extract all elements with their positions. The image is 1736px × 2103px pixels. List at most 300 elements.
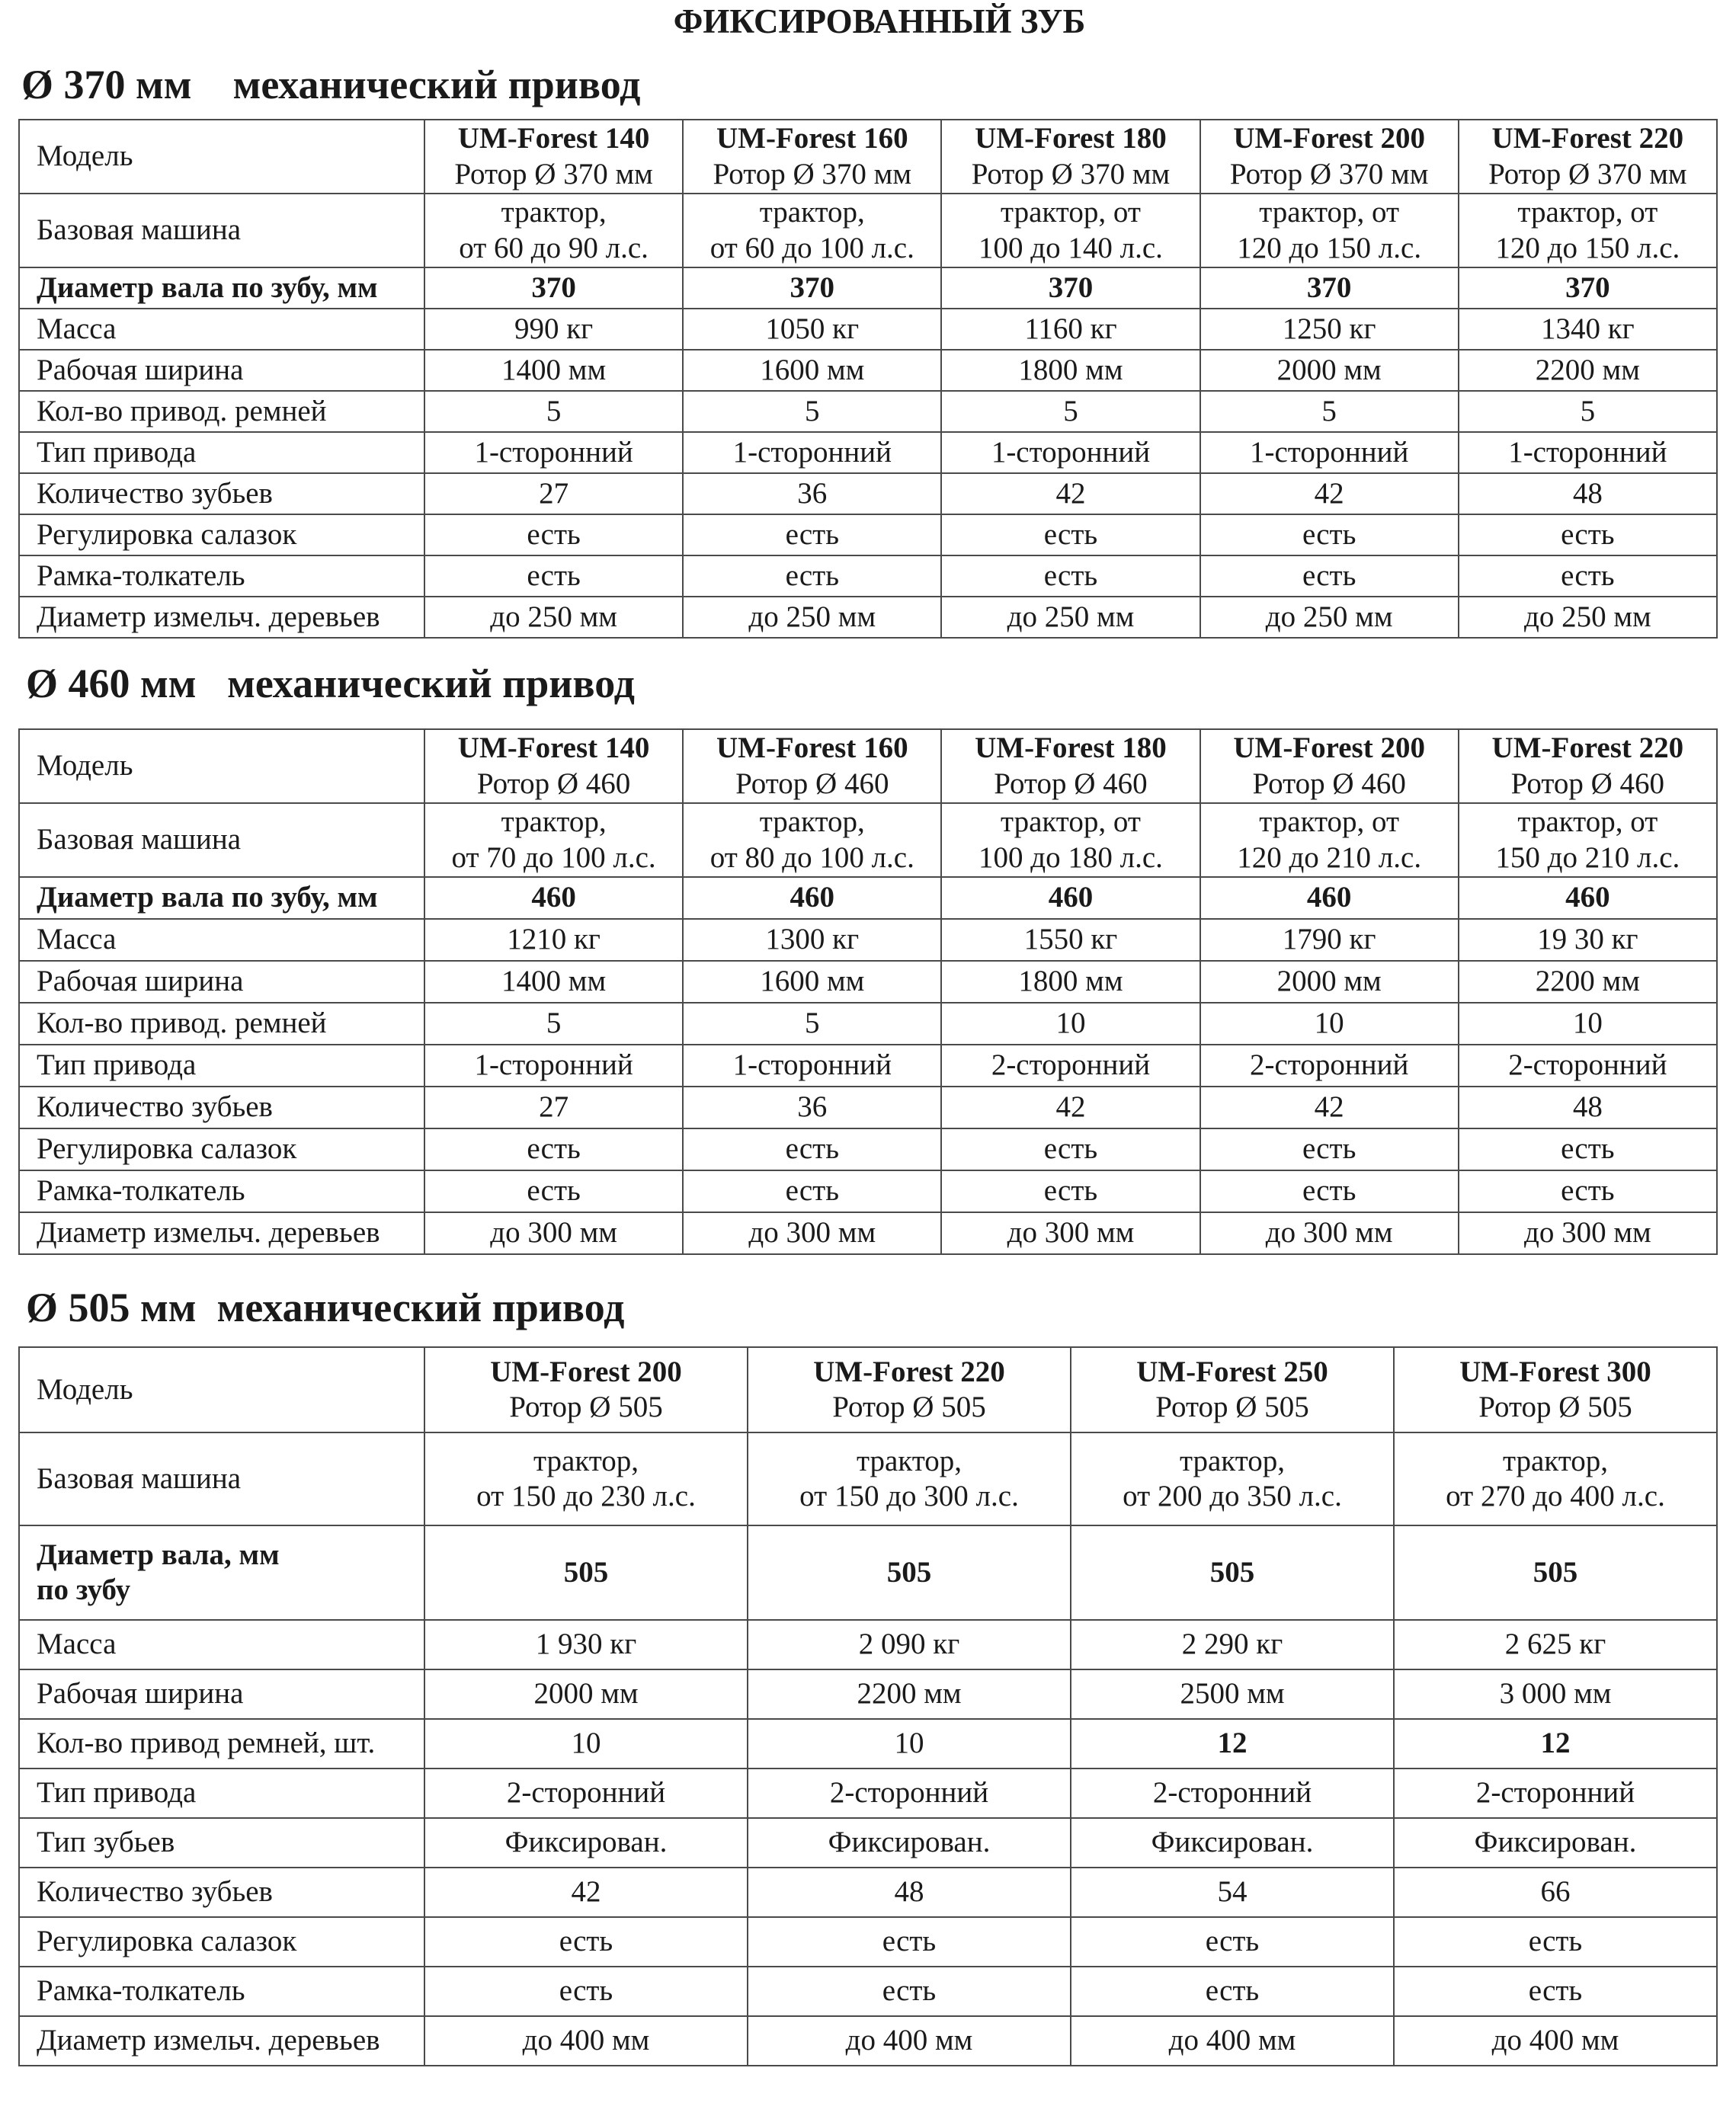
spec-value: 10	[1572, 1007, 1603, 1040]
row-label-text: Тип привода	[37, 435, 197, 469]
spec-value: 460	[1565, 881, 1610, 914]
table-row	[19, 1170, 1717, 1212]
spec-value: есть	[1302, 517, 1356, 551]
spec-value-cell	[748, 1620, 1071, 1669]
spec-value: 2000 мм	[533, 1677, 639, 1711]
spec-value-line: трактор, от	[1259, 196, 1400, 229]
spec-value: до 300 мм	[1523, 1216, 1651, 1250]
spec-value: 12	[1217, 1727, 1248, 1760]
spec-value-cell	[1200, 597, 1459, 638]
spec-value-cell	[1071, 1818, 1394, 1868]
row-label-text: Регулировка салазок	[37, 1132, 297, 1166]
spec-value: 48	[1572, 476, 1603, 510]
spec-value: 505	[563, 1555, 609, 1589]
spec-value: 2-сторонний	[1152, 1776, 1312, 1810]
spec-value: 42	[1055, 1090, 1086, 1124]
model-header-cell	[941, 729, 1200, 803]
spec-value-cell	[424, 1669, 748, 1719]
spec-value-line: 120 до 150 л.с.	[1495, 231, 1680, 264]
model-header-cell	[748, 1347, 1071, 1432]
table-row	[19, 1347, 1717, 1432]
spec-value: есть	[559, 1925, 613, 1958]
spec-value: 2-сторонний	[829, 1776, 989, 1810]
spec-value-cell	[1459, 309, 1717, 350]
spec-value: 36	[797, 476, 828, 510]
spec-value-cell	[1459, 597, 1717, 638]
spec-value: 36	[797, 1090, 828, 1124]
spec-value-line: от 60 до 100 л.с.	[709, 231, 914, 264]
spec-value-cell	[1071, 1525, 1394, 1620]
spec-value-cell	[748, 1967, 1071, 2016]
spec-value-cell	[424, 2016, 748, 2066]
table-row	[19, 1967, 1717, 2016]
section-460	[18, 660, 1716, 1250]
spec-value-cell	[683, 391, 941, 432]
row-label-text: Диаметр измельч. деревьев	[37, 2024, 380, 2057]
spec-value-cell	[1459, 473, 1717, 514]
spec-value-cell	[1200, 961, 1459, 1003]
spec-value: 2000 мм	[1276, 353, 1382, 386]
spec-value: 3 000 мм	[1499, 1677, 1612, 1711]
spec-value-cell	[683, 1045, 941, 1087]
spec-value: 10	[571, 1727, 601, 1760]
spec-value: 370	[1565, 270, 1610, 304]
row-label-text: Модель	[37, 749, 133, 783]
spec-value: 5	[1321, 394, 1337, 427]
rotor-diameter: Ротор Ø 370 мм	[1488, 157, 1687, 190]
spec-value-line: трактор,	[759, 805, 865, 839]
rotor-diameter: Ротор Ø 505	[509, 1391, 663, 1423]
spec-value: 5	[1580, 394, 1596, 427]
spec-value-cell	[424, 877, 683, 919]
spec-value-line: 120 до 150 л.с.	[1237, 231, 1422, 264]
spec-value-cell	[941, 1170, 1200, 1212]
spec-value-cell	[1071, 1967, 1394, 2016]
spec-value: 1 930 кг	[535, 1628, 637, 1661]
spec-value-cell	[748, 1719, 1071, 1769]
table-row	[19, 1212, 1717, 1254]
model-header-cell	[1459, 729, 1717, 803]
spec-value-cell	[1200, 432, 1459, 473]
section-heading: Ø 460 мм механический привод	[26, 661, 635, 706]
spec-value-line: от 70 до 100 л.с.	[451, 840, 656, 874]
model-header-cell	[424, 120, 683, 194]
spec-value-cell	[424, 1719, 748, 1769]
spec-value-cell	[941, 803, 1200, 877]
rotor-diameter: Ротор Ø 460	[1252, 767, 1406, 800]
spec-value: 1340 кг	[1540, 312, 1635, 345]
model-name: UM-Forest 140	[457, 122, 650, 155]
spec-value-cell	[424, 309, 683, 350]
rotor-diameter: Ротор Ø 460	[476, 767, 631, 800]
spec-value: есть	[559, 1974, 613, 2008]
row-label-text: Рабочая ширина	[37, 965, 244, 998]
spec-table	[18, 119, 1718, 639]
spec-value-cell	[941, 267, 1200, 309]
spec-value: 2 625 кг	[1504, 1628, 1606, 1661]
model-header-cell	[683, 120, 941, 194]
spec-value-line: трактор, от	[1517, 196, 1658, 229]
spec-value: 1-сторонний	[474, 435, 633, 469]
row-label-text: Кол-во привод ремней, шт.	[37, 1727, 376, 1760]
spec-value: до 250 мм	[748, 600, 876, 633]
spec-value-cell	[424, 1003, 683, 1045]
spec-value-cell	[1394, 1669, 1717, 1719]
table-row	[19, 391, 1717, 432]
spec-value: есть	[1205, 1925, 1260, 1958]
spec-value: есть	[527, 559, 581, 592]
spec-value-cell	[1394, 1868, 1717, 1917]
spec-value: 505	[1533, 1555, 1578, 1589]
row-label-text: Масса	[37, 312, 117, 345]
row-label-text: Рамка-толкатель	[37, 1174, 245, 1208]
page-title: ФИКСИРОВАННЫЙ ЗУБ	[673, 2, 1086, 40]
spec-value: есть	[1561, 517, 1615, 551]
row-label	[19, 1087, 424, 1128]
spec-value: 2200 мм	[857, 1677, 962, 1711]
row-label-text: Рабочая ширина	[37, 1677, 244, 1711]
spec-value-cell	[424, 1620, 748, 1669]
spec-value-cell	[1459, 961, 1717, 1003]
spec-value: до 250 мм	[1007, 600, 1135, 633]
spec-value-line: от 60 до 90 л.с.	[459, 231, 649, 264]
spec-value: 990 кг	[514, 312, 594, 345]
spec-value-line: трактор,	[856, 1444, 962, 1477]
model-header-cell	[424, 1347, 748, 1432]
table-row	[19, 961, 1717, 1003]
row-label	[19, 1128, 424, 1170]
spec-value-cell	[1200, 1212, 1459, 1254]
row-label	[19, 1003, 424, 1045]
model-name: UM-Forest 200	[490, 1355, 682, 1388]
spec-value-line: от 150 до 300 л.с.	[799, 1480, 1019, 1512]
spec-value: 42	[1314, 1090, 1344, 1124]
spec-value-cell	[683, 473, 941, 514]
spec-value-line: трактор,	[533, 1444, 639, 1477]
spec-value-line: 100 до 180 л.с.	[979, 840, 1163, 874]
spec-value: до 400 мм	[522, 2024, 650, 2057]
spec-value-cell	[748, 1868, 1071, 1917]
spec-value-cell	[1200, 473, 1459, 514]
row-label	[19, 877, 424, 919]
spec-value: Фиксирован.	[1151, 1826, 1314, 1859]
spec-value: 2-сторонний	[991, 1048, 1151, 1082]
spec-value: 505	[1209, 1555, 1255, 1589]
spec-value: есть	[785, 559, 839, 592]
row-label	[19, 514, 424, 555]
spec-value-cell	[683, 1212, 941, 1254]
spec-value-cell	[683, 555, 941, 597]
spec-value-cell	[1459, 1170, 1717, 1212]
row-label-text: Рамка-толкатель	[37, 559, 245, 592]
spec-value: 1-сторонний	[732, 435, 892, 469]
row-label	[19, 729, 424, 803]
spec-value: 1400 мм	[501, 353, 607, 386]
spec-value: 5	[805, 1007, 820, 1040]
spec-table	[18, 1346, 1718, 2066]
table-row	[19, 919, 1717, 961]
model-name: UM-Forest 250	[1136, 1355, 1328, 1388]
row-label-text: Модель	[37, 139, 133, 173]
row-label	[19, 309, 424, 350]
section-heading: Ø 505 мм механический привод	[26, 1285, 625, 1330]
spec-value: 1600 мм	[760, 965, 865, 998]
row-label	[19, 1432, 424, 1525]
spec-value-cell	[1459, 1003, 1717, 1045]
spec-value: 2500 мм	[1180, 1677, 1285, 1711]
spec-value: есть	[527, 1132, 581, 1166]
row-label	[19, 1967, 424, 2016]
spec-value: 2-сторонний	[1508, 1048, 1667, 1082]
spec-value-cell	[1200, 919, 1459, 961]
spec-value: 1-сторонний	[474, 1048, 633, 1082]
spec-value-cell	[424, 1212, 683, 1254]
row-label-line: Диаметр вала, мм	[37, 1538, 280, 1571]
spec-value-cell	[424, 1917, 748, 1967]
spec-value: 19 30 кг	[1537, 923, 1638, 956]
rotor-diameter: Ротор Ø 460	[1510, 767, 1665, 800]
model-name: UM-Forest 220	[1491, 122, 1684, 155]
spec-value-cell	[424, 597, 683, 638]
spec-value-cell	[1200, 309, 1459, 350]
spec-value: 42	[1314, 476, 1344, 510]
spec-value-cell	[424, 350, 683, 391]
spec-value-line: трактор,	[759, 196, 865, 229]
table-row	[19, 1087, 1717, 1128]
row-label	[19, 1868, 424, 1917]
spec-value-line: трактор,	[1502, 1444, 1609, 1477]
row-label	[19, 391, 424, 432]
spec-value-cell	[1200, 267, 1459, 309]
spec-value-cell	[941, 350, 1200, 391]
spec-value-cell	[683, 1087, 941, 1128]
spec-value-cell	[1394, 1967, 1717, 2016]
spec-value-cell	[1071, 1719, 1394, 1769]
model-name: UM-Forest 200	[1233, 122, 1425, 155]
spec-value-cell	[1071, 2016, 1394, 2066]
spec-value-cell	[941, 391, 1200, 432]
spec-value-line: 120 до 210 л.с.	[1237, 840, 1422, 874]
spec-value: 66	[1540, 1875, 1571, 1909]
spec-value: 1160 кг	[1024, 312, 1117, 345]
spec-value-cell	[1459, 1045, 1717, 1087]
spec-value: есть	[1528, 1974, 1583, 2008]
spec-value-cell	[683, 1128, 941, 1170]
spec-value: до 300 мм	[1007, 1216, 1135, 1250]
spec-value-cell	[1459, 1087, 1717, 1128]
row-label	[19, 473, 424, 514]
spec-value-cell	[748, 1432, 1071, 1525]
spec-value-cell	[941, 473, 1200, 514]
model-name: UM-Forest 160	[716, 731, 908, 765]
row-label-text: Диаметр вала по зубу, мм	[37, 881, 378, 914]
row-label-line: по зубу	[37, 1573, 131, 1606]
spec-value-cell	[683, 1003, 941, 1045]
table-row	[19, 803, 1717, 877]
spec-value: 460	[1048, 881, 1094, 914]
spec-value-cell	[1394, 1620, 1717, 1669]
table-row	[19, 1669, 1717, 1719]
table-row	[19, 877, 1717, 919]
table-row	[19, 1769, 1717, 1818]
spec-value-cell	[1200, 194, 1459, 267]
row-label-text: Тип привода	[37, 1048, 197, 1082]
model-header-cell	[941, 120, 1200, 194]
table-row	[19, 350, 1717, 391]
table-row	[19, 2016, 1717, 2066]
row-label	[19, 1347, 424, 1432]
row-label	[19, 1818, 424, 1868]
spec-value: 1800 мм	[1018, 965, 1123, 998]
spec-value-cell	[1200, 877, 1459, 919]
spec-value-cell	[1071, 1669, 1394, 1719]
spec-value: 370	[531, 270, 576, 304]
model-header-cell	[1071, 1347, 1394, 1432]
spec-value: есть	[785, 1132, 839, 1166]
spec-value: до 400 мм	[845, 2024, 973, 2057]
spec-value: 5	[1063, 394, 1078, 427]
model-header-cell	[424, 729, 683, 803]
spec-value-cell	[424, 1087, 683, 1128]
spec-value: 370	[790, 270, 835, 304]
spec-value-cell	[1459, 555, 1717, 597]
spec-value: 5	[546, 1007, 562, 1040]
rotor-diameter: Ротор Ø 370 мм	[454, 157, 653, 190]
spec-value: есть	[1561, 559, 1615, 592]
spec-value-cell	[941, 961, 1200, 1003]
spec-value-cell	[424, 1967, 748, 2016]
spec-value: есть	[1043, 1174, 1098, 1208]
row-label-text: Модель	[37, 1372, 133, 1406]
spec-value: 460	[790, 881, 835, 914]
spec-value-cell	[683, 267, 941, 309]
spec-value-cell	[1071, 1432, 1394, 1525]
spec-value: есть	[1302, 559, 1356, 592]
spec-value-cell	[1200, 350, 1459, 391]
spec-value: есть	[785, 1174, 839, 1208]
spec-value: есть	[1043, 517, 1098, 551]
spec-value: 460	[531, 881, 576, 914]
spec-value-cell	[424, 432, 683, 473]
model-name: UM-Forest 220	[813, 1355, 1005, 1388]
spec-value-cell	[1071, 1620, 1394, 1669]
spec-value: до 250 мм	[1523, 600, 1651, 633]
spec-value-cell	[683, 877, 941, 919]
spec-value: есть	[1043, 559, 1098, 592]
row-label	[19, 555, 424, 597]
spec-value-cell	[1200, 1087, 1459, 1128]
spec-value: 1800 мм	[1018, 353, 1123, 386]
rotor-diameter: Ротор Ø 505	[1155, 1391, 1309, 1423]
spec-value-cell	[424, 961, 683, 1003]
table-row	[19, 514, 1717, 555]
table-row	[19, 120, 1717, 194]
spec-value-cell	[941, 1212, 1200, 1254]
rotor-diameter: Ротор Ø 505	[832, 1391, 986, 1423]
spec-value-cell	[1200, 391, 1459, 432]
rotor-diameter: Ротор Ø 370 мм	[971, 157, 1171, 190]
spec-value-cell	[424, 1525, 748, 1620]
spec-value-cell	[1394, 1917, 1717, 1967]
row-label	[19, 120, 424, 194]
row-label-text: Диаметр вала по зубу, мм	[37, 270, 378, 304]
spec-value: 2 090 кг	[858, 1628, 960, 1661]
spec-value: до 250 мм	[490, 600, 617, 633]
spec-value-line: 100 до 140 л.с.	[979, 231, 1163, 264]
spec-value-cell	[424, 1432, 748, 1525]
spec-value: 2 290 кг	[1181, 1628, 1283, 1661]
spec-value: есть	[882, 1974, 937, 2008]
row-label-text: Диаметр измельч. деревьев	[37, 1216, 380, 1250]
spec-value: 10	[1314, 1007, 1344, 1040]
spec-value-cell	[683, 803, 941, 877]
spec-value-cell	[1200, 555, 1459, 597]
spec-value-cell	[424, 473, 683, 514]
spec-value: Фиксирован.	[1474, 1826, 1637, 1859]
row-label	[19, 803, 424, 877]
table-row	[19, 267, 1717, 309]
spec-value-cell	[1200, 803, 1459, 877]
spec-value-cell	[1200, 1045, 1459, 1087]
spec-value-cell	[683, 432, 941, 473]
spec-value-cell	[1459, 267, 1717, 309]
spec-value-cell	[424, 391, 683, 432]
row-label-text: Базовая машина	[37, 1461, 242, 1495]
spec-value: до 300 мм	[1265, 1216, 1393, 1250]
model-header-cell	[683, 729, 941, 803]
row-label-text: Количество зубьев	[37, 476, 273, 510]
rotor-diameter: Ротор Ø 370 мм	[713, 157, 912, 190]
spec-value-cell	[683, 1170, 941, 1212]
spec-value-cell	[683, 350, 941, 391]
spec-value: 10	[894, 1727, 924, 1760]
spec-value: до 300 мм	[490, 1216, 617, 1250]
spec-value: 1-сторонний	[1508, 435, 1667, 469]
model-name: UM-Forest 200	[1233, 731, 1425, 765]
spec-value: есть	[1528, 1925, 1583, 1958]
spec-value-cell	[748, 1818, 1071, 1868]
row-label	[19, 1525, 424, 1620]
spec-value-cell	[1071, 1917, 1394, 1967]
spec-value: 1250 кг	[1282, 312, 1376, 345]
model-header-cell	[1200, 729, 1459, 803]
rotor-diameter: Ротор Ø 505	[1478, 1391, 1632, 1423]
spec-value: 1-сторонний	[991, 435, 1151, 469]
spec-value: 2000 мм	[1276, 965, 1382, 998]
row-label	[19, 1669, 424, 1719]
spec-value: 2-сторонний	[1475, 1776, 1635, 1810]
table-row	[19, 1003, 1717, 1045]
spec-value-cell	[683, 309, 941, 350]
spec-value-cell	[424, 194, 683, 267]
spec-value-cell	[424, 803, 683, 877]
table-row	[19, 473, 1717, 514]
spec-value-cell	[941, 309, 1200, 350]
model-name: UM-Forest 180	[975, 122, 1167, 155]
spec-value-cell	[1459, 391, 1717, 432]
table-row	[19, 555, 1717, 597]
spec-value-cell	[424, 555, 683, 597]
row-label	[19, 1620, 424, 1669]
spec-value: 27	[539, 1090, 569, 1124]
table-row	[19, 309, 1717, 350]
spec-value: 5	[805, 394, 820, 427]
spec-value-cell	[683, 514, 941, 555]
spec-value: 48	[894, 1875, 924, 1909]
spec-value: есть	[1302, 1174, 1356, 1208]
spec-value-cell	[1459, 194, 1717, 267]
row-label-text: Масса	[37, 923, 117, 956]
